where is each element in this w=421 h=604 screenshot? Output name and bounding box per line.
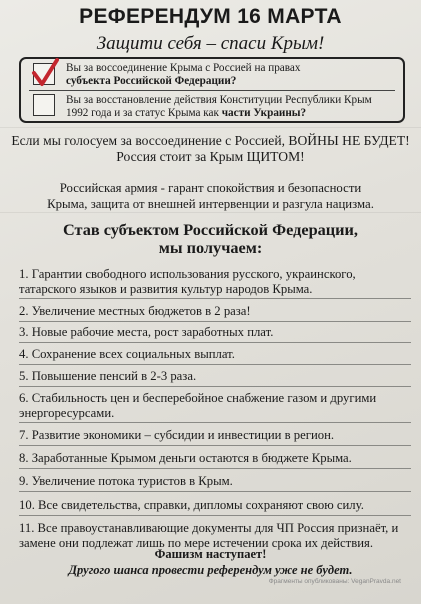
benefit-item-2: 2. Увеличение местных бюджетов в 2 раза! xyxy=(19,304,411,322)
option2-line2b: части Украины? xyxy=(221,107,307,119)
option2-text xyxy=(66,94,401,120)
benefit-item-5: 5. Повышение пенсий в 2-3 раза. xyxy=(19,369,411,387)
footer-slogan: Фашизм наступает! xyxy=(154,547,267,561)
army-line2: Крыма, защита от внешней интервенции и разгула нацизма. xyxy=(47,197,374,211)
benefit-item-6: 6. Стабильность цен и бесперебойное снабжение газом и другими энергоресурсами. xyxy=(19,391,411,423)
army-statement xyxy=(0,180,421,212)
benefits-heading xyxy=(0,221,421,257)
benefit-item-10: 10. Все свидетельства, справки, дипломы сохраняют свою силу. xyxy=(19,498,411,516)
benefit-item-1: 1. Гарантии свободного использования русского, украинского, татарского языков и развития культур народов Крыма. xyxy=(19,267,411,299)
benefit-item-11: 11. Все правоустанавливающие документы для ЧП Россия признаёт, и замене они подлежат лишь по мере истечении срока их действия. xyxy=(19,521,399,550)
army-line1: Российская армия - гарант спокойствия и безопасности xyxy=(59,181,362,195)
benefit-item-8: 8. Заработанные Крымом деньги остаются в бюджете Крыма. xyxy=(19,451,411,469)
page-subtitle: Защити себя – спаси Крым! xyxy=(96,33,325,54)
check-mark-icon xyxy=(31,58,59,88)
option1-line2: субъекта Российской Федерации? xyxy=(66,75,237,87)
fold-crease xyxy=(0,127,421,128)
heading-line1: Став субъектом Российской Федерации, xyxy=(62,220,359,239)
benefit-item-7: 7. Развитие экономики – субсидии и инвестиции в регион. xyxy=(19,428,411,446)
warning-line2: Россия стоит за Крым ЩИТОМ! xyxy=(116,149,305,164)
fold-crease xyxy=(0,212,421,213)
option1-line1: Вы за воссоединение Крыма с Россией на правах xyxy=(66,62,301,74)
war-warning xyxy=(0,133,421,165)
warning-line1: Если мы голосуем за воссоединение с Россией, ВОЙНЫ НЕ БУДЕТ! xyxy=(11,133,410,148)
ballot-divider xyxy=(29,90,395,91)
option1-checkbox[interactable] xyxy=(33,63,55,85)
option2-checkbox[interactable] xyxy=(33,94,55,116)
ballot-box xyxy=(19,57,405,123)
benefit-item-9: 9. Увеличение потока туристов в Крым. xyxy=(19,474,411,492)
option2-line2a: 1992 года и за статус Крыма как xyxy=(66,107,219,119)
page-title: РЕФЕРЕНДУМ 16 МАРТА xyxy=(79,5,342,28)
option2-line1: Вы за восстановление действия Конституции Республики Крым xyxy=(66,94,372,106)
source-credit: Фрагменты опубликованы: VeganPravda.net xyxy=(268,578,401,585)
benefit-item-3: 3. Новые рабочие места, рост заработных плат. xyxy=(19,325,411,343)
footer-warning: Другого шанса провести референдум уже не будет. xyxy=(68,563,353,577)
benefit-item-4: 4. Сохранение всех социальных выплат. xyxy=(19,347,411,365)
option1-text xyxy=(66,62,401,88)
heading-line2: мы получаем: xyxy=(158,238,263,257)
